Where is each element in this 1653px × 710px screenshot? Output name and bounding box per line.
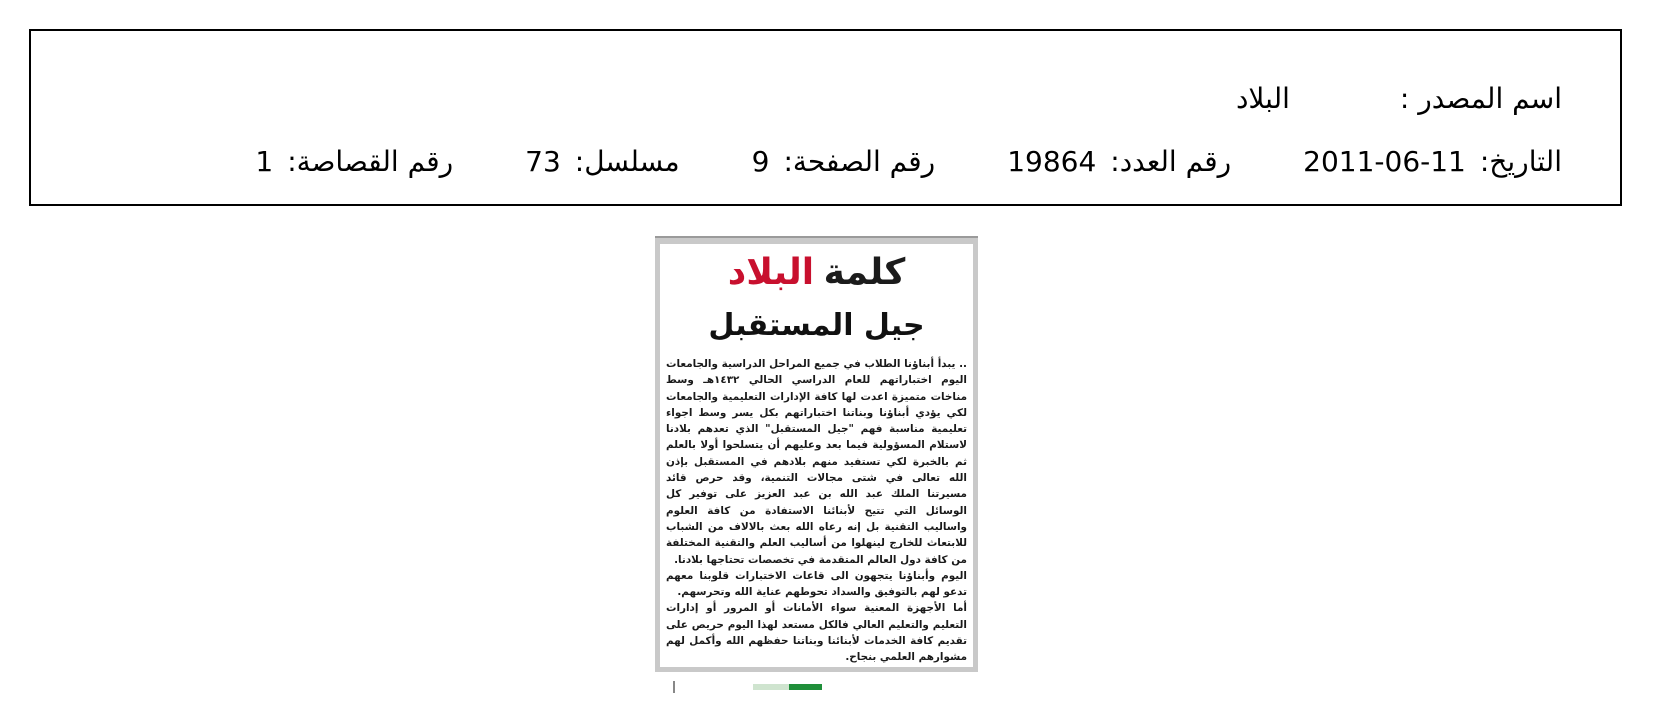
source-label: اسم المصدر : [1399,82,1562,115]
metadata-box [29,29,1622,206]
article-paragraph: أما الأجهزة المعنية سواء الأمانات أو المرور أو إدارات التعليم والتعليم العالي فالكل مستعد لهذا اليوم حريص على تقديم كافة الخدمات لأبنائنا وبناتنا حفظهم الله وأكمل لهم مشوارهم العلمي بنجاح. [666,602,967,664]
page-label: رقم الصفحة: [783,145,936,178]
page-value: 9 [751,145,770,178]
source-row [1236,81,1562,117]
source-value: البلاد [1235,82,1290,115]
serial-label: مسلسل: [574,145,680,178]
masthead-word: كلمة [823,252,906,293]
clip-number-label: رقم القصاصة: [287,145,454,178]
masthead [660,252,973,293]
issue-value: 19864 [1007,145,1097,178]
color-strip-green [789,684,822,690]
date-label: التاريخ: [1479,145,1562,178]
serial-value: 73 [525,145,561,178]
article-paragraph: .. يبدأ أبناؤنا الطلاب في جميع المراحل الدراسية والجامعات اليوم اختباراتهم للعام الدراسي الحالي ١٤٣٢هـ وسط مناخات متميزة اعدت لها كافة الإدارات التعليمية والجامعات لكي يؤدي أبناؤنا وبناتنا اختباراتهم بكل يسر وسط اجواء تعليمية مناسبة فهم "جيل المستقبل" الذي تعدهم بلادنا لاستلام المسؤولية فيما بعد وعليهم أن يتسلحوا أولا بالعلم ثم بالخبرة لكي تستفيد منهم بلادهم في المستقبل بإذن الله تعالى في شتى مجالات التنمية، وقد حرص قائد مسيرتنا الملك عبد الله بن عبد العزيز على توفير كل الوسائل التي تتيح لأبنائنا الاستفادة من كافة العلوم واساليب التقنية بل إنه رعاه الله بعث بالالاف من الشباب للابتعاث للخارج لينهلوا من أساليب العلم والتقنية المختلفة من كافة دول العالم المتقدمة في تخصصات تحتاجها بلادنا. [666,358,967,566]
color-strip-light [753,684,789,690]
issue-label: رقم العدد: [1110,145,1232,178]
masthead-brand: البلاد [727,252,815,293]
page-edge-mark [673,681,675,693]
clip-number-value: 1 [255,145,274,178]
date-value: 2011-06-11 [1303,145,1466,178]
newspaper-clipping [655,238,978,672]
article-paragraph: اليوم وأبناؤنا يتجهون الى قاعات الاختبارات قلوبنا معهم تدعو لهم بالتوفيق والسداد تحوطهم عناية الله وتحرسهم. [666,569,967,599]
article-title: جيل المستقبل [708,308,925,343]
details-row [255,144,1562,180]
article-body [666,356,967,666]
